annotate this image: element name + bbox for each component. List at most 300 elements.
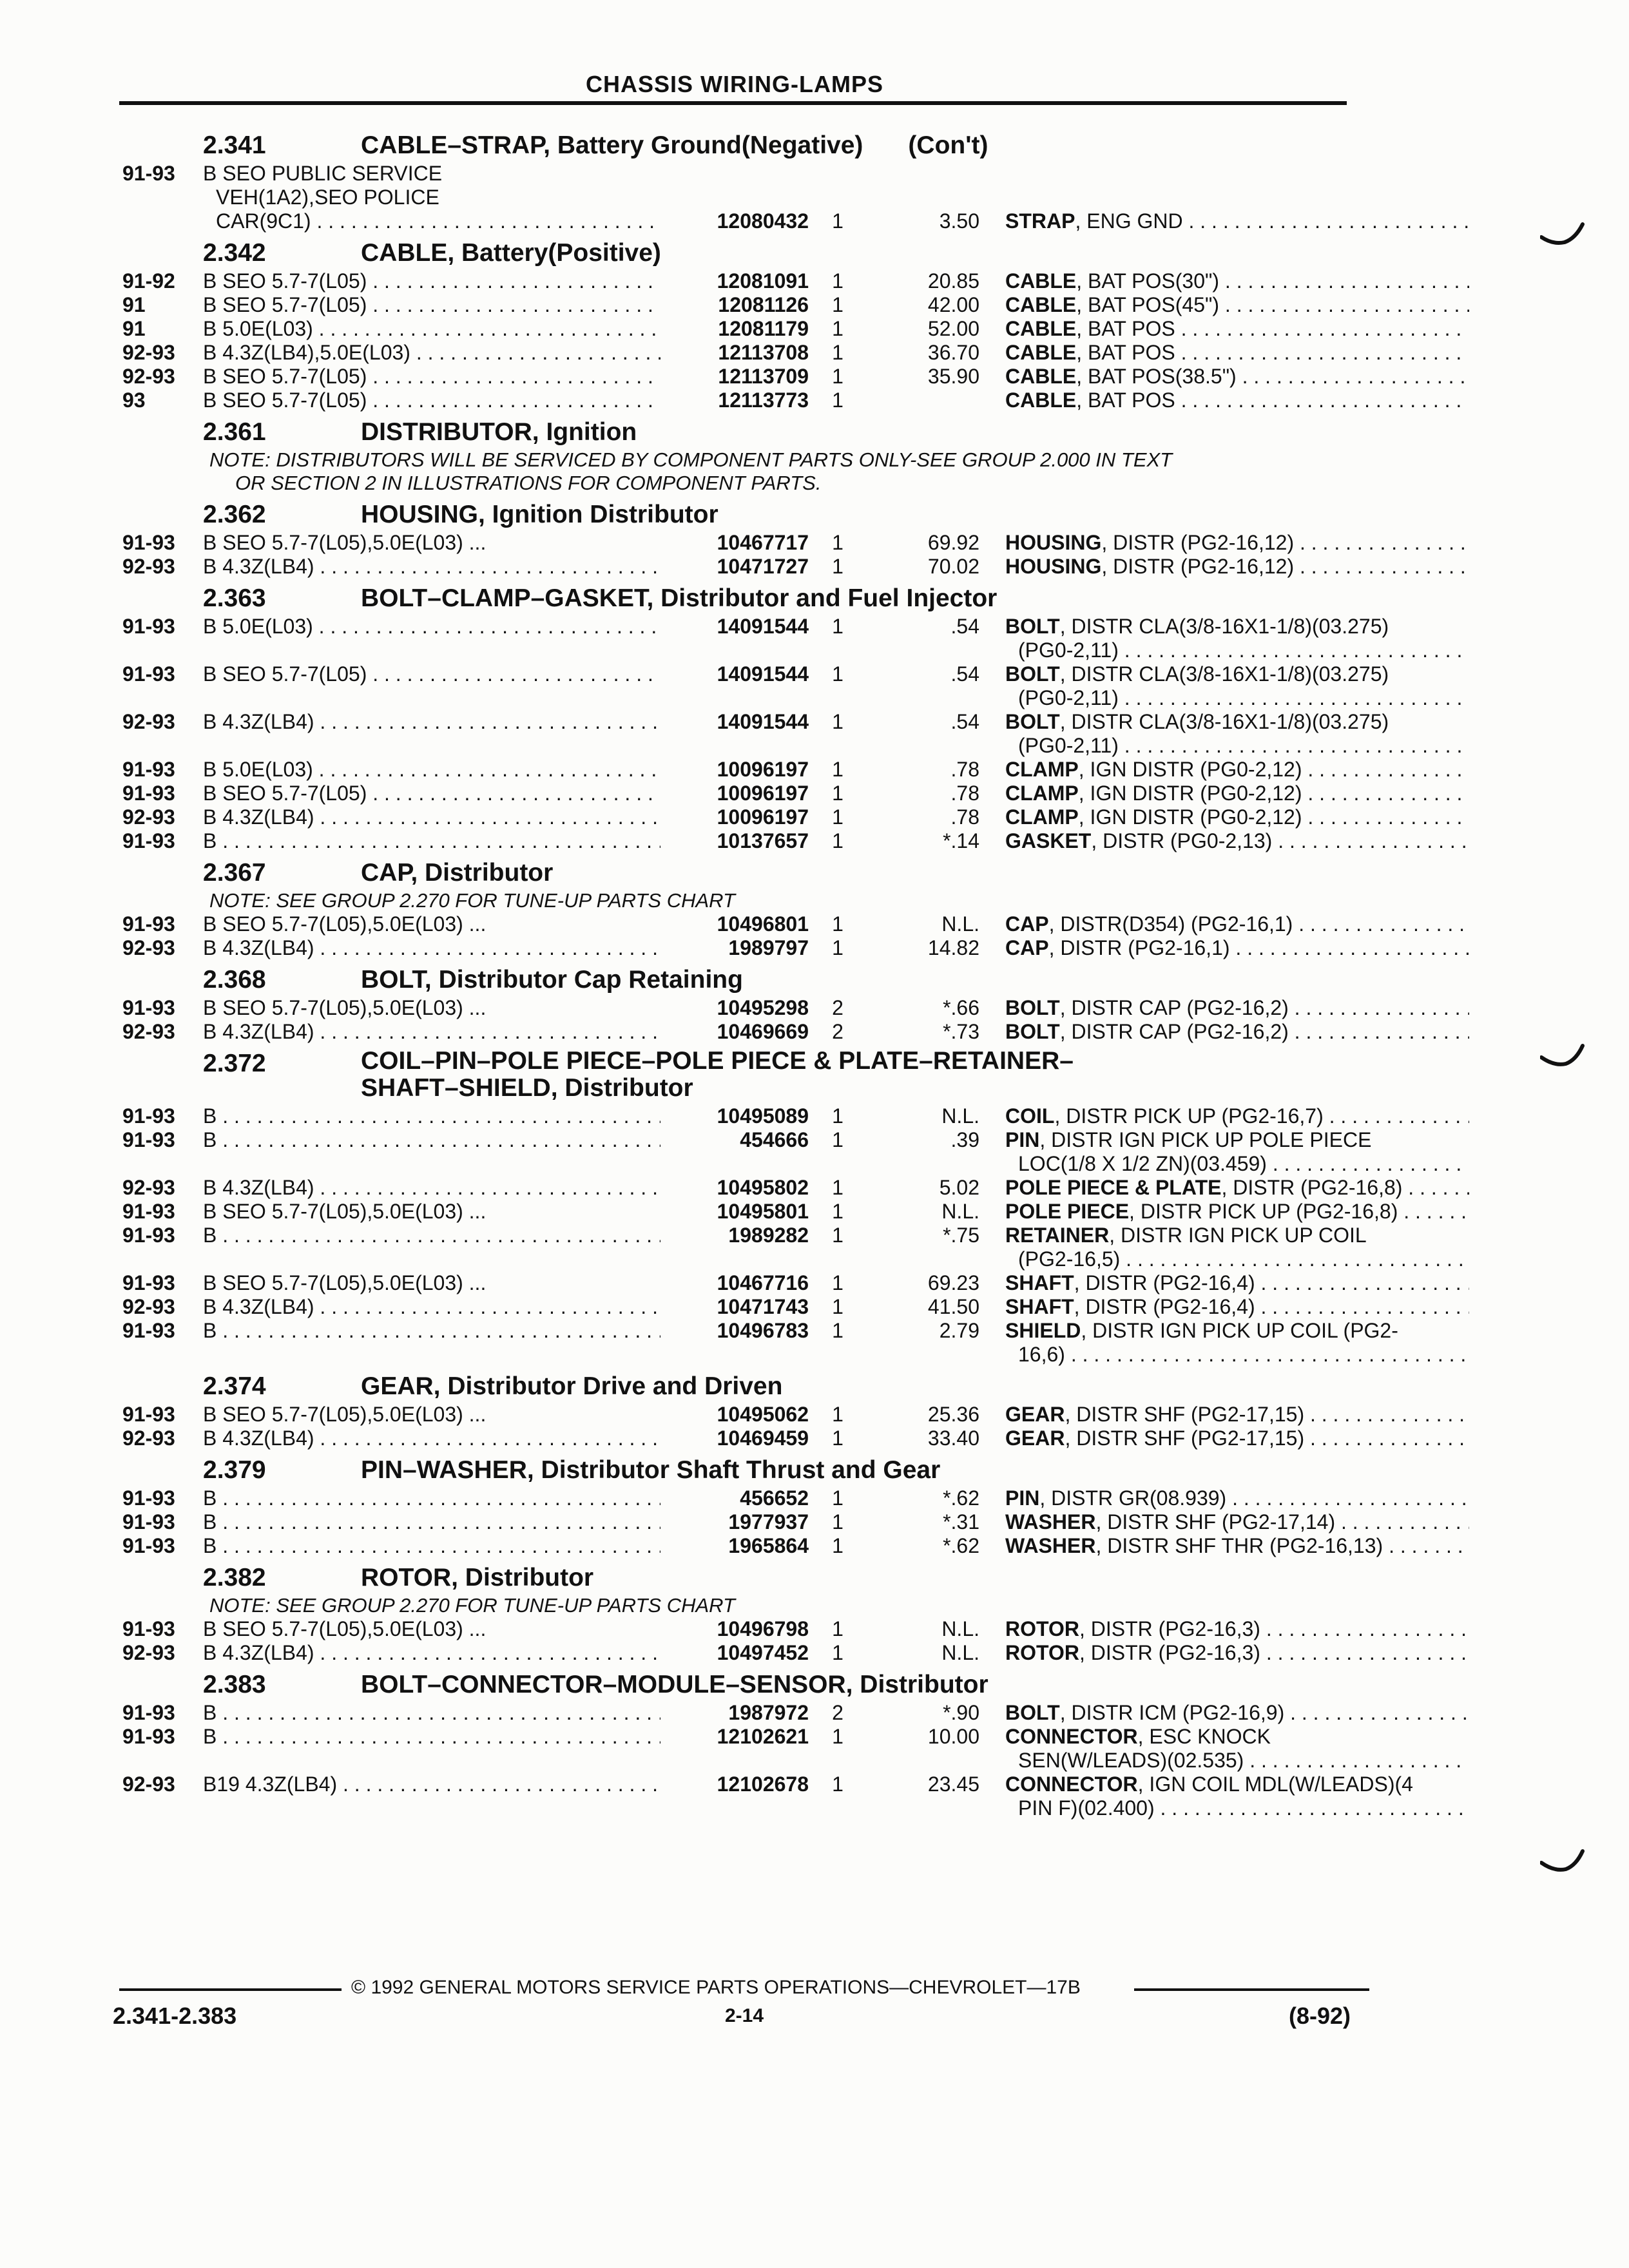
application (203, 782, 660, 805)
table-row (122, 162, 1353, 233)
price: 14.82 (927, 936, 979, 959)
application (203, 1176, 660, 1200)
part-name: CABLE (1005, 389, 1077, 412)
section-title (361, 130, 1353, 162)
section-title (361, 1048, 1353, 1102)
application (203, 293, 660, 317)
part-description-line (1005, 829, 1469, 853)
model-years: 91-93 (122, 996, 175, 1019)
part-text: , DISTR(D354) (PG2-16,1) (1048, 912, 1293, 936)
part-description-line (1005, 1749, 1469, 1773)
model-years: 91-93 (122, 531, 175, 554)
application (203, 1104, 660, 1128)
application (203, 1617, 660, 1641)
application (203, 1200, 660, 1224)
part-name: BOLT (1005, 615, 1060, 638)
part-name: BOLT (1005, 710, 1060, 733)
part-name: HOUSING (1005, 555, 1102, 578)
part-description (1005, 1200, 1469, 1224)
section-number: 2.374 (203, 1372, 266, 1400)
section-title-text: BOLT–CONNECTOR–MODULE–SENSOR, Distributor (361, 1671, 988, 1698)
part-number: 14091544 (717, 615, 809, 638)
application-line: B . . . (203, 1510, 660, 1534)
part-number: 12113709 (718, 365, 809, 388)
part-number: 12102678 (717, 1773, 809, 1796)
part-name: CONNECTOR (1005, 1725, 1138, 1748)
part-number: 1965864 (728, 1534, 809, 1557)
model-years: 92-93 (122, 1773, 175, 1796)
price: N.L. (941, 1617, 979, 1640)
part-text: , IGN COIL MDL(W/LEADS)(4 (1137, 1773, 1413, 1796)
application-line: B 4.3Z(LB4) . . . (203, 1295, 660, 1319)
model-years: 92-93 (122, 1176, 175, 1199)
table-row (122, 1295, 1353, 1319)
part-name: GASKET (1005, 829, 1092, 852)
check-mark-3 (1540, 1846, 1585, 1878)
part-description-line (1005, 531, 1469, 555)
price: *.75 (943, 1224, 979, 1247)
part-description (1005, 912, 1469, 936)
application (203, 389, 660, 412)
model-years: 92-93 (122, 555, 175, 578)
part-name: SHIELD (1005, 1319, 1081, 1342)
section-title (361, 499, 1353, 531)
part-number: 10496798 (717, 1617, 809, 1640)
quantity: 2 (832, 996, 843, 1019)
application-line: B SEO 5.7-7(L05),5.0E(L03) ... (203, 1617, 487, 1640)
footer-copyright: © 1992 GENERAL MOTORS SERVICE PARTS OPERATIONS—CHEVROLET—17B (351, 1977, 1081, 1998)
price: N.L. (941, 1641, 979, 1664)
application (203, 365, 660, 389)
part-number: 10471743 (717, 1295, 809, 1318)
table-row (122, 1486, 1353, 1510)
quantity: 1 (832, 293, 843, 316)
part-name: BOLT (1005, 1701, 1060, 1724)
section-number: 2.367 (203, 859, 266, 887)
title-rule (119, 101, 1347, 105)
table-row (122, 996, 1353, 1020)
part-name: WASHER (1005, 1510, 1096, 1533)
model-years: 91-93 (122, 782, 175, 805)
model-years: 91-93 (122, 1319, 175, 1342)
part-text: , DISTR (PG2-16,4) (1074, 1295, 1255, 1318)
section-heading (122, 130, 1353, 162)
section-number: 2.341 (203, 131, 266, 159)
part-description-line (1005, 1128, 1469, 1152)
part-name: CAP (1005, 912, 1049, 936)
table-row (122, 1725, 1353, 1773)
application-line: B SEO 5.7-7(L05) . . . (203, 782, 660, 805)
footer-section-range: 2.341-2.383 (113, 2003, 237, 2029)
price: .54 (950, 615, 979, 638)
section-title (361, 1370, 1353, 1403)
part-description (1005, 1403, 1469, 1427)
part-description-line (1005, 1510, 1469, 1534)
part-description-line (1005, 1773, 1469, 1796)
part-name: BOLT (1005, 1020, 1060, 1043)
part-description-line (1005, 269, 1469, 293)
part-text: , DISTR (PG2-16,1) (1048, 936, 1230, 959)
part-name: CABLE (1005, 269, 1077, 293)
price: *.62 (943, 1486, 979, 1510)
application (203, 1486, 660, 1510)
price: .78 (950, 758, 979, 781)
part-name: CLAMP (1005, 805, 1079, 829)
application-line: VEH(1A2),SEO POLICE (216, 186, 439, 209)
quantity: 1 (832, 1510, 843, 1533)
part-number: 454666 (740, 1128, 809, 1151)
price: 20.85 (927, 269, 979, 293)
application (203, 936, 660, 960)
part-number: 10467717 (717, 531, 809, 554)
price: *.90 (943, 1701, 979, 1724)
part-description (1005, 1486, 1469, 1510)
quantity: 1 (832, 782, 843, 805)
part-text: , DISTR (PG2-16,8) . (1221, 1176, 1414, 1199)
part-name: POLE PIECE (1005, 1200, 1130, 1223)
part-text: , IGN DISTR (PG0-2,12) (1078, 782, 1302, 805)
application (203, 1020, 660, 1044)
quantity: 1 (832, 805, 843, 829)
quantity: 1 (832, 1403, 843, 1426)
part-name: BOLT (1005, 996, 1060, 1019)
table-row (122, 615, 1389, 662)
application-line: B . . . (203, 1534, 660, 1558)
part-description-line (1005, 662, 1469, 686)
part-text: (PG0-2,11) (1018, 734, 1119, 757)
part-number: 10467716 (717, 1271, 809, 1294)
application (203, 1641, 660, 1665)
price: 3.50 (939, 209, 979, 233)
application-line: B 4.3Z(LB4) . . . (203, 710, 660, 734)
application-line: B . . . (203, 1701, 660, 1725)
application-line: B 4.3Z(LB4) . . . (203, 1641, 660, 1665)
table-row (122, 1176, 1414, 1200)
part-description (1005, 1725, 1469, 1773)
model-years: 92-93 (122, 805, 175, 829)
part-description (1005, 1176, 1469, 1200)
quantity: 1 (832, 1427, 843, 1450)
model-years: 93 (122, 389, 146, 412)
model-years: 91-93 (122, 912, 175, 936)
part-description-line (1005, 1271, 1469, 1295)
application (203, 162, 660, 233)
section-number: 2.383 (203, 1671, 266, 1698)
application-line: B . . . (203, 1486, 660, 1510)
part-description-line (1005, 758, 1469, 782)
part-text: , ENG GND (1075, 209, 1183, 233)
application-line: B 4.3Z(LB4) . . . (203, 1427, 660, 1450)
part-description-line (1005, 1403, 1469, 1427)
application (203, 269, 660, 293)
part-text: LOC(1/8 X 1/2 ZN)(03.459) (1018, 1152, 1267, 1175)
part-description (1005, 269, 1469, 293)
table-row (122, 1773, 1413, 1820)
application-line: B . . . (203, 1224, 660, 1247)
price: 2.79 (939, 1319, 979, 1342)
model-years: 91-93 (122, 1510, 175, 1533)
table-row (122, 1617, 1353, 1641)
table-row (122, 317, 1353, 341)
section-heading (122, 1669, 1353, 1701)
application (203, 1427, 660, 1450)
section-number: 2.379 (203, 1456, 266, 1484)
quantity: 1 (832, 710, 843, 733)
part-number: 10096197 (717, 758, 809, 781)
quantity: 1 (832, 555, 843, 578)
model-years: 91-93 (122, 829, 175, 852)
price: .54 (950, 710, 979, 733)
part-text: , BAT POS (1076, 389, 1175, 412)
application-line: B . . . (203, 1104, 660, 1128)
quantity: 1 (832, 341, 843, 364)
part-description (1005, 209, 1469, 233)
part-number: 10495801 (717, 1200, 809, 1223)
section-number: 2.368 (203, 966, 266, 994)
part-description (1005, 805, 1469, 829)
quantity: 1 (832, 1486, 843, 1510)
part-description-line (1005, 1343, 1469, 1367)
part-description-line (1005, 1176, 1469, 1200)
application (203, 1319, 660, 1343)
application (203, 1725, 660, 1749)
part-description-line (1005, 293, 1469, 317)
part-number: 10137657 (717, 829, 809, 852)
quantity: 1 (832, 1295, 843, 1318)
part-number: 10495802 (717, 1176, 809, 1199)
section-title-line: COIL–PIN–POLE PIECE–POLE PIECE & PLATE–RETAINER– (361, 1047, 1074, 1075)
part-text: , DISTR IGN PICK UP POLE PIECE (1039, 1128, 1372, 1151)
section-title-line: SHAFT–SHIELD, Distributor (361, 1074, 693, 1102)
part-number: 14091544 (717, 662, 809, 686)
price: *.31 (943, 1510, 979, 1533)
section-heading (122, 1370, 1353, 1403)
section-number: 2.342 (203, 239, 266, 267)
part-description (1005, 758, 1469, 782)
part-description-line (1005, 710, 1469, 734)
table-row (122, 1200, 1421, 1224)
application (203, 758, 660, 782)
model-years: 91-92 (122, 269, 175, 293)
section-title-text: BOLT–CLAMP–GASKET, Distributor and Fuel Injector (361, 584, 998, 612)
part-description-line (1005, 1486, 1469, 1510)
part-description-line (1005, 1725, 1469, 1749)
section-title-text: CABLE, Battery(Positive) (361, 239, 661, 267)
application-line: B SEO 5.7-7(L05),5.0E(L03) ... (203, 1200, 487, 1223)
quantity: 1 (832, 936, 843, 959)
part-text: , DISTR (PG0-2,13) (1091, 829, 1273, 852)
part-description (1005, 782, 1469, 805)
note-line: NOTE: SEE GROUP 2.270 FOR TUNE-UP PARTS CHART (209, 1594, 735, 1617)
quantity: 1 (832, 662, 843, 686)
part-description-line (1005, 365, 1469, 389)
table-row (122, 1104, 1353, 1128)
price: 10.00 (927, 1725, 979, 1748)
part-description (1005, 1534, 1469, 1558)
part-number: 1989797 (728, 936, 809, 959)
section-heading (122, 1562, 1353, 1594)
application-line: B 5.0E(L03) . . . (203, 758, 660, 782)
table-row (122, 389, 1353, 412)
part-text: , BAT POS(45") (1076, 293, 1220, 316)
application (203, 555, 660, 579)
model-years: 92-93 (122, 1641, 175, 1664)
quantity: 1 (832, 758, 843, 781)
part-text: , DISTR PICK UP (PG2-16,7) (1054, 1104, 1324, 1128)
price: .54 (950, 662, 979, 686)
part-text: (PG0-2,11) (1018, 686, 1119, 709)
section-title-text: DISTRIBUTOR, Ignition (361, 418, 637, 446)
part-text: , DISTR SHF (PG2-17,15) (1065, 1427, 1305, 1450)
price: 52.00 (927, 317, 979, 340)
part-text: , DISTR GR(08.939) (1039, 1486, 1227, 1510)
application-line: B SEO 5.7-7(L05),5.0E(L03) ... (203, 912, 487, 936)
model-years: 91-93 (122, 1403, 175, 1426)
model-years: 91-93 (122, 1271, 175, 1294)
model-years: 91-93 (122, 758, 175, 781)
part-description (1005, 1104, 1469, 1128)
part-description (1005, 317, 1469, 341)
price: .78 (950, 805, 979, 829)
application-line: B SEO 5.7-7(L05) . . . (203, 293, 660, 317)
quantity: 1 (832, 829, 843, 852)
price: 5.02 (939, 1176, 979, 1199)
table-row (122, 1319, 1398, 1367)
quantity: 1 (832, 912, 843, 936)
application-line: B SEO 5.7-7(L05),5.0E(L03) ... (203, 996, 487, 1019)
table-row (122, 710, 1389, 758)
page-title: CHASSIS WIRING-LAMPS (585, 71, 883, 97)
section-number: 2.363 (203, 584, 266, 612)
part-description-line (1005, 1295, 1469, 1319)
quantity: 1 (832, 1200, 843, 1223)
application-line: B 4.3Z(LB4) . . . (203, 1176, 660, 1200)
quantity: 1 (832, 1128, 843, 1151)
application (203, 1773, 660, 1796)
part-text: , DISTR PICK UP (PG2-16,8) . . (1129, 1200, 1421, 1223)
application-line: B SEO 5.7-7(L05),5.0E(L03) ... (203, 1271, 487, 1294)
table-row (122, 1403, 1353, 1427)
application-line: B 4.3Z(LB4),5.0E(L03) . . . (203, 341, 660, 365)
application-line: B . . . (203, 1319, 660, 1343)
table-row (122, 1534, 1406, 1558)
table-row (122, 269, 1353, 293)
price: 69.92 (927, 531, 979, 554)
part-number: 10496801 (717, 912, 809, 936)
application-line: B 4.3Z(LB4) . . . (203, 805, 660, 829)
part-name: RETAINER (1005, 1224, 1110, 1247)
part-name: GEAR (1005, 1427, 1065, 1450)
quantity: 1 (832, 615, 843, 638)
quantity: 1 (832, 1641, 843, 1664)
footer-page-number: 2-14 (725, 2005, 764, 2026)
part-description-line (1005, 1319, 1469, 1343)
part-description-line (1005, 1796, 1469, 1820)
application (203, 1128, 660, 1152)
application-line: B . . . (203, 1128, 660, 1152)
section-title (361, 237, 1353, 269)
section-title-text: PIN–WASHER, Distributor Shaft Thrust and Gear (361, 1456, 941, 1484)
section-title-text: CABLE–STRAP, Battery Ground(Negative) (361, 131, 863, 159)
table-row (122, 936, 1353, 960)
part-name: CONNECTOR (1005, 1773, 1138, 1796)
table-row (122, 782, 1353, 805)
quantity: 1 (832, 317, 843, 340)
part-name: GEAR (1005, 1403, 1065, 1426)
quantity: 1 (832, 1104, 843, 1128)
section-title-text: HOUSING, Ignition Distributor (361, 501, 718, 528)
price: 35.90 (927, 365, 979, 388)
table-row (122, 293, 1353, 317)
part-description-line (1005, 1020, 1469, 1044)
part-description (1005, 341, 1469, 365)
part-number: 10096197 (717, 805, 809, 829)
section-heading (122, 499, 1353, 531)
part-name: CLAMP (1005, 782, 1079, 805)
section-heading (122, 1454, 1353, 1486)
quantity: 1 (832, 1176, 843, 1199)
part-description-line (1005, 1152, 1469, 1176)
table-row (122, 829, 1353, 853)
part-description-line (1005, 1641, 1469, 1665)
section-number: 2.372 (203, 1050, 266, 1077)
quantity: 1 (832, 1271, 843, 1294)
part-text: , BAT POS (1076, 317, 1175, 340)
model-years: 92-93 (122, 1020, 175, 1043)
part-text: PIN F)(02.400) (1018, 1796, 1155, 1820)
part-description (1005, 1128, 1469, 1176)
part-description (1005, 293, 1469, 317)
part-description (1005, 1773, 1469, 1820)
part-number: 12081179 (718, 317, 809, 340)
section-title (361, 1669, 1353, 1701)
section-title-text: GEAR, Distributor Drive and Driven (361, 1372, 783, 1400)
part-number: 10495298 (717, 996, 809, 1019)
application-line: B 4.3Z(LB4) . . . (203, 1020, 660, 1044)
section-heading (122, 582, 1353, 615)
part-name: ROTOR (1005, 1617, 1079, 1640)
model-years: 91-93 (122, 1200, 175, 1223)
part-text: , DISTR (PG2-16,4) (1074, 1271, 1255, 1294)
model-years: 91-93 (122, 1617, 175, 1640)
section-continued: (Con't) (908, 131, 988, 159)
part-description-line (1005, 555, 1469, 579)
application (203, 1295, 660, 1319)
model-years: 91-93 (122, 1725, 175, 1748)
section-heading (122, 857, 1353, 889)
table-row (122, 1701, 1353, 1725)
model-years: 91 (122, 317, 146, 340)
part-description-line (1005, 1534, 1469, 1558)
part-description (1005, 1020, 1469, 1044)
part-description-line (1005, 639, 1469, 662)
part-description (1005, 555, 1469, 579)
model-years: 92-93 (122, 936, 175, 959)
application-line: B SEO 5.7-7(L05),5.0E(L03) ... (203, 531, 487, 554)
part-text: , BAT POS(38.5") (1076, 365, 1237, 388)
section-title (361, 1454, 1353, 1486)
part-number: 10497452 (717, 1641, 809, 1664)
part-text: , DISTR (PG2-16,12) (1101, 531, 1295, 554)
application (203, 1510, 660, 1534)
table-row (122, 758, 1353, 782)
table-row (122, 912, 1353, 936)
part-number: 10471727 (717, 555, 809, 578)
section-heading (122, 964, 1353, 996)
part-description (1005, 365, 1469, 389)
model-years: 91-93 (122, 662, 175, 686)
part-name: CLAMP (1005, 758, 1079, 781)
